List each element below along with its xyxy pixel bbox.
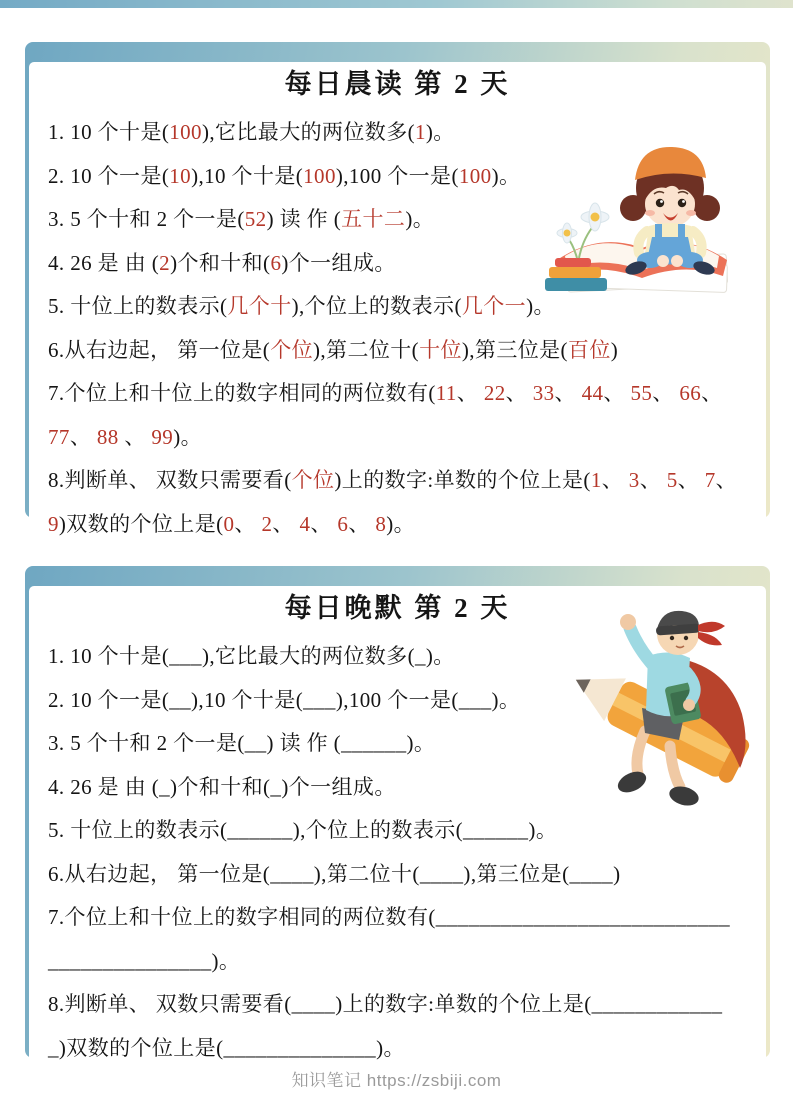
evening-card (29, 586, 766, 1070)
question-text: 、 (715, 468, 738, 492)
question-text: )。 (425, 120, 455, 144)
answer-text: 十位 (419, 337, 462, 362)
question-text: 2. 10 个一是( (48, 163, 170, 188)
question-text: ),它比最大的两位数多( (201, 120, 415, 144)
question-text: ),100 个一是( (335, 163, 459, 188)
answer-text: 6 (270, 250, 282, 275)
question-text: 、 (652, 381, 680, 405)
worksheet-line (48, 766, 752, 810)
question-text: 、 (639, 468, 667, 492)
question-text: 、 (69, 424, 97, 449)
answer-text: 4 (299, 511, 311, 536)
answer-text: 2 (159, 250, 171, 275)
question-text: 、 (601, 468, 629, 492)
answer-text: 44 (581, 381, 604, 405)
answer-text: 33 (532, 381, 555, 405)
answer-text: 3 (628, 468, 640, 492)
question-text: ),个位上的数表示( (291, 294, 462, 318)
question-text: 2. 10 个一是(__),10 个十是(___),100 个一是(___)。 (48, 687, 521, 712)
question-text: 7.个位上和十位上的数字相同的两位数有( (48, 381, 436, 405)
worksheet-line (48, 459, 752, 503)
question-text: 1. 10 个十是(___),它比最大的两位数多(_)。 (48, 644, 455, 668)
worksheet-line (48, 896, 752, 940)
answer-text: 2 (261, 511, 273, 536)
question-text: ),第二位十( (313, 337, 420, 362)
answer-text: 几个一 (461, 294, 527, 318)
evening-card-title: 每日晚默 第 2 天 (284, 593, 511, 623)
answer-text: 66 (679, 381, 702, 405)
answer-text: 77 (48, 424, 70, 449)
question-text: 6.从右边起， 第一位是( (48, 337, 271, 362)
worksheet-line (48, 1027, 752, 1071)
question-text: 、 (272, 511, 300, 536)
question-text: )。 (491, 163, 521, 188)
question-text: )。 (173, 424, 202, 449)
question-text: 7.个位上和十位上的数字相同的两位数有(___________________________ (48, 905, 731, 929)
question-text: _______________)。 (48, 948, 241, 973)
worksheet-line (48, 635, 752, 679)
question-text: 1. 10 个十是( (48, 120, 170, 144)
morning-card (29, 62, 766, 536)
answer-text: 7 (704, 468, 716, 492)
answer-text: 10 (169, 163, 192, 188)
question-text: ) 读 作 ( (266, 207, 342, 231)
answer-text: 88 (96, 424, 119, 449)
question-text: ),10 个十是( (191, 163, 304, 188)
question-text: 5. 十位上的数表示( (48, 294, 228, 318)
question-text: 、 (505, 381, 533, 405)
answer-text: 个位 (270, 337, 314, 362)
worksheet-line (48, 416, 752, 460)
evening-card-border (25, 566, 770, 1058)
question-text: 4. 26 是 由 ( (48, 250, 160, 275)
worksheet-line (48, 372, 752, 416)
question-text: )个和十和( (170, 250, 271, 275)
answer-text: 11 (435, 381, 457, 405)
answer-text: 100 (458, 163, 492, 188)
answer-text: 0 (223, 511, 235, 536)
evening-lines (29, 631, 766, 1070)
answer-text: 6 (337, 511, 349, 536)
question-text: 5. 十位上的数表示(______),个位上的数表示(______)。 (48, 818, 558, 842)
worksheet-line (48, 198, 752, 242)
worksheet-line (48, 111, 752, 155)
question-text: 、 (310, 511, 338, 536)
question-text: )个一组成。 (281, 250, 396, 275)
answer-text: 5 (666, 468, 678, 492)
answer-text: 1 (415, 120, 426, 144)
answer-text: 99 (151, 424, 174, 449)
answer-text: 100 (169, 120, 202, 144)
worksheet-line (48, 722, 752, 766)
answer-text: 100 (303, 163, 336, 188)
question-text: 、 (677, 468, 705, 492)
question-text: 、 (234, 511, 262, 536)
question-text: )。 (405, 207, 435, 231)
question-text: 3. 5 个十和 2 个一是(__) 读 作 (______)。 (48, 731, 436, 755)
morning-lines (29, 107, 766, 546)
morning-card-title: 每日晨读 第 2 天 (284, 69, 511, 99)
footer-watermark: 知识笔记 https://zsbiji.com (291, 1071, 502, 1090)
answer-text: 1 (590, 468, 602, 492)
question-text: 、 (701, 381, 723, 405)
answer-text: 几个十 (227, 294, 292, 318)
question-text: )上的数字:单数的个位上是( (334, 468, 591, 492)
question-text: 、 (118, 424, 152, 449)
worksheet-line (48, 809, 752, 853)
question-text: )。 (526, 294, 555, 318)
question-text: )。 (386, 511, 416, 536)
worksheet-line (48, 853, 752, 897)
answer-text: 9 (48, 511, 59, 536)
question-text: 4. 26 是 由 (_)个和十和(_)个一组成。 (48, 774, 396, 799)
worksheet-line (48, 329, 752, 373)
question-text: ),第三位是( (461, 337, 568, 362)
answer-text: 52 (244, 207, 267, 231)
morning-card-border (25, 42, 770, 536)
question-text: _)双数的个位上是(______________)。 (48, 1035, 405, 1060)
question-text: 8.判断单、 双数只需要看( (48, 468, 292, 492)
question-text: 、 (456, 381, 484, 405)
question-text: ) (610, 337, 619, 362)
worksheet-line (48, 940, 752, 984)
question-text: 3. 5 个十和 2 个一是( (48, 207, 245, 231)
worksheet-line (48, 285, 752, 329)
question-text: 8.判断单、 双数只需要看(____)上的数字:单数的个位上是(____________ (48, 992, 723, 1016)
answer-text: 百位 (567, 337, 611, 362)
answer-text: 55 (630, 381, 653, 405)
worksheet-line (48, 983, 752, 1027)
question-text: 、 (348, 511, 376, 536)
answer-text: 8 (375, 511, 387, 536)
worksheet-line (48, 242, 752, 286)
top-edge-divider (0, 0, 793, 8)
question-text: )双数的个位上是( (58, 511, 224, 536)
question-text: 、 (603, 381, 631, 405)
worksheet-line (48, 155, 752, 199)
worksheet-line (48, 503, 752, 547)
answer-text: 个位 (291, 468, 335, 492)
answer-text: 22 (483, 381, 506, 405)
answer-text: 五十二 (341, 207, 406, 231)
question-text: 6.从右边起， 第一位是(____),第二位十(____),第三位是(____) (48, 861, 621, 886)
question-text: 、 (554, 381, 582, 405)
worksheet-line (48, 679, 752, 723)
